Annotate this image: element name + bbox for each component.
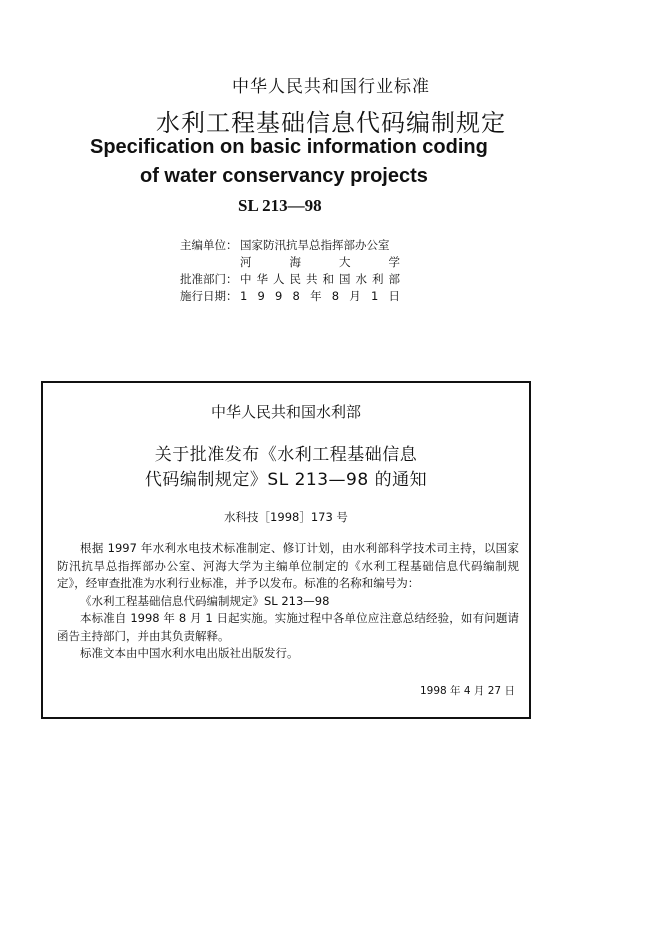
paragraph: 本标准自 1998 年 8 月 1 日起实施。实施过程中各单位应注意总结经验，如有问题请函告主持部门，并由其负责解释。 bbox=[57, 611, 519, 643]
approver-char: 利 bbox=[372, 272, 384, 286]
paragraph: 《水利工程基础信息代码编制规定》SL 213—98 bbox=[80, 593, 330, 608]
standard-type: 中华人民共和国行业标准 bbox=[232, 77, 430, 97]
notice-date: 1998 年 4 月 27 日 bbox=[420, 685, 515, 697]
paragraph: 标准文本由中国水利水电出版社出版发行。 bbox=[80, 646, 299, 660]
date-char: 1 bbox=[370, 289, 379, 303]
date-label: 施行日期： bbox=[180, 289, 238, 303]
date-char: 8 bbox=[292, 289, 300, 303]
editor-2-char: 海 bbox=[289, 255, 301, 269]
editor-row bbox=[180, 237, 400, 254]
approver-char: 和 bbox=[322, 272, 334, 286]
date-row bbox=[180, 288, 400, 305]
approver-char: 民 bbox=[289, 272, 301, 286]
approver-char: 华 bbox=[256, 272, 268, 286]
approver-char: 人 bbox=[273, 272, 285, 286]
editor-2 bbox=[240, 254, 400, 271]
editor-2-char: 大 bbox=[339, 255, 351, 269]
effective-date bbox=[240, 288, 400, 305]
approver-char: 中 bbox=[240, 272, 252, 286]
editor-label: 主编单位： bbox=[180, 238, 238, 252]
date-char: 月 bbox=[349, 289, 361, 303]
title-english-line1: Specification on basic information coding bbox=[90, 136, 488, 158]
date-char: 日 bbox=[388, 289, 400, 303]
date-char: 9 bbox=[257, 289, 265, 303]
notice-title-line2: 代码编制规定》SL 213—98 的通知 bbox=[144, 470, 428, 490]
notice-title-line1: 关于批准发布《水利工程基础信息 bbox=[154, 445, 418, 465]
approver bbox=[240, 271, 400, 288]
approver-char: 水 bbox=[355, 272, 367, 286]
date-char: 年 bbox=[310, 289, 322, 303]
title-chinese: 水利工程基础信息代码编制规定 bbox=[156, 109, 506, 137]
paragraph: 根据 1997 年水利水电技术标准制定、修订计划，由水利部科学技术司主持，以国家防汛抗旱总指挥部办公室、河海大学为主编单位制定的《水利工程基础信息代码编制规定》，经审查批准为水利行业标准，并予以发布。标准的名称和编号为： bbox=[57, 541, 519, 590]
date-char: 8 bbox=[331, 289, 340, 303]
notice-ministry: 中华人民共和国水利部 bbox=[210, 403, 361, 421]
approver-label: 批准部门： bbox=[180, 272, 238, 286]
date-char: 9 bbox=[275, 289, 283, 303]
notice-body bbox=[57, 540, 519, 663]
standard-code: SL 213—98 bbox=[238, 196, 322, 215]
date-char: 1 bbox=[240, 289, 248, 303]
approver-char: 共 bbox=[306, 272, 318, 286]
editor-2-char: 学 bbox=[388, 255, 400, 269]
document-number: 水科技［1998］173 号 bbox=[224, 510, 348, 524]
approver-char: 国 bbox=[339, 272, 351, 286]
approver-row bbox=[180, 271, 400, 288]
editor-2-char: 河 bbox=[240, 255, 252, 269]
editor-2-row bbox=[180, 254, 400, 271]
editor-1: 国家防汛抗旱总指挥部办公室 bbox=[240, 238, 390, 252]
title-english-line2: of water conservancy projects bbox=[140, 165, 428, 187]
approver-char: 部 bbox=[388, 272, 400, 286]
